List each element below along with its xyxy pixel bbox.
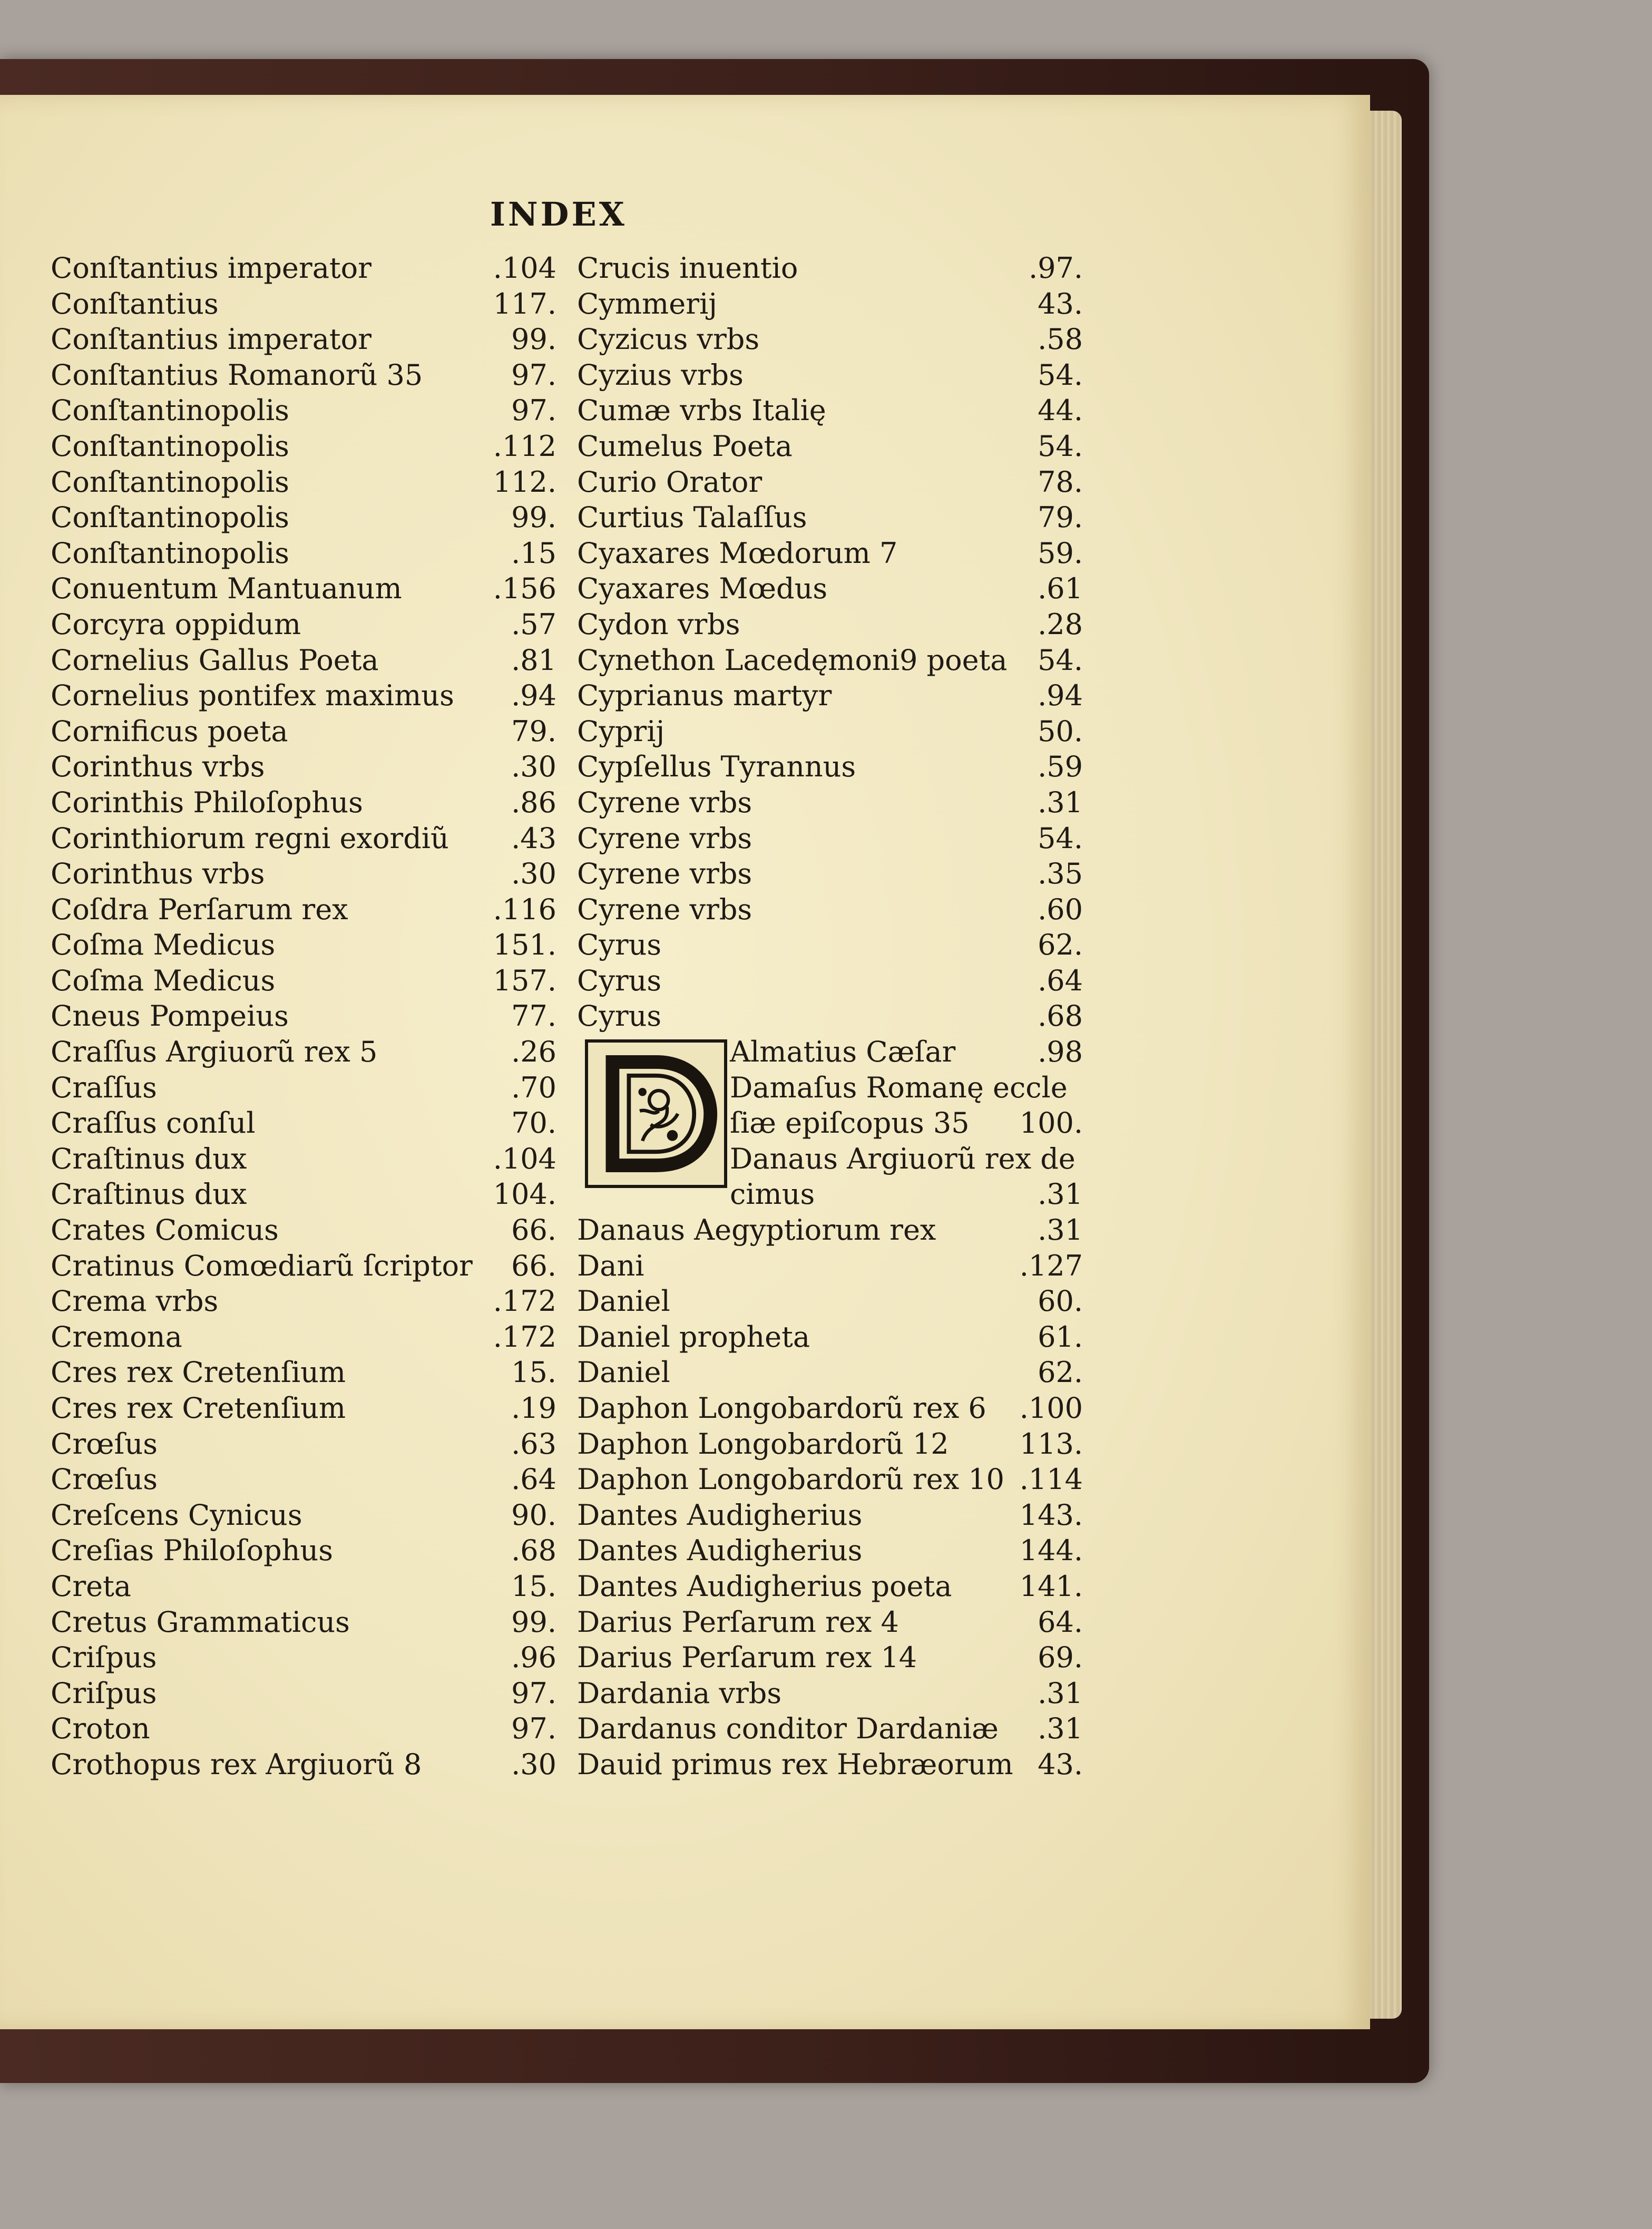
index-entry-term: Cyrene vrbs — [577, 857, 752, 891]
index-entry — [51, 1212, 556, 1248]
index-entry — [51, 1604, 556, 1640]
index-entry — [51, 1711, 556, 1747]
index-entry — [51, 1569, 556, 1604]
index-entry-term: Creta — [51, 1569, 131, 1603]
index-entry — [577, 607, 1083, 643]
index-entry — [51, 464, 556, 500]
index-entry-page: 113. — [1019, 1427, 1083, 1461]
index-entry-page: 151. — [493, 928, 556, 962]
index-entry-term: Dauid primus rex Hebræorum — [577, 1747, 1013, 1781]
index-entry — [51, 1676, 556, 1711]
index-entry-page: 59. — [1038, 536, 1083, 570]
index-entry-term: Criſpus — [51, 1641, 157, 1675]
initial-block-line — [730, 1034, 1083, 1070]
index-entry — [577, 1640, 1083, 1676]
index-entry-page: 99. — [511, 501, 556, 534]
index-entry — [51, 357, 556, 393]
index-entry — [51, 429, 556, 464]
index-entry-term: Crucis inuentio — [577, 251, 798, 285]
index-entry-page: 15. — [511, 1569, 556, 1603]
index-entry — [51, 1497, 556, 1533]
index-entry-term: Conſtantinopolis — [51, 465, 289, 499]
index-entry-page: .116 — [493, 892, 556, 926]
index-entry-page: 141. — [1019, 1570, 1083, 1603]
index-entry — [577, 322, 1083, 357]
index-entry-term: Coſdra Perſarum rex — [51, 892, 348, 926]
index-entry-page: 44. — [1038, 394, 1083, 427]
index-entry-term: Cyzicus vrbs — [577, 323, 760, 356]
index-entry-page: .58 — [1038, 323, 1083, 356]
index-entry-term: Conſtantius imperator — [51, 323, 372, 356]
index-entry — [51, 927, 556, 963]
index-entry — [577, 286, 1083, 322]
index-entry-page: 66. — [511, 1249, 556, 1282]
index-entry — [51, 250, 556, 286]
index-entry-term: Cyprij — [577, 714, 665, 748]
index-entry-page: .100 — [1019, 1391, 1083, 1425]
index-entry — [51, 536, 556, 571]
initial-block-line — [730, 1176, 1083, 1212]
index-entry-term: Corinthus vrbs — [51, 750, 265, 784]
index-entry — [577, 1676, 1083, 1711]
index-entry — [51, 1747, 556, 1783]
index-entry — [51, 1319, 556, 1355]
index-entry-page: .127 — [1019, 1249, 1083, 1282]
index-entry — [577, 1355, 1083, 1390]
index-entry-page: 157. — [493, 963, 556, 997]
index-entry-page: 112. — [493, 465, 556, 499]
index-entry-term: Conſtantius imperator — [51, 251, 372, 285]
initial-block — [577, 1034, 1083, 1212]
index-entry-page: .15 — [511, 536, 556, 570]
index-entry-page: 54. — [1038, 643, 1083, 677]
index-entry — [577, 1533, 1083, 1569]
index-entry — [577, 1390, 1083, 1426]
index-entry — [51, 892, 556, 928]
index-entry-term: Daniel propheta — [577, 1320, 810, 1354]
index-entry-page: .96 — [511, 1641, 556, 1675]
index-entry-term: Damaſus Romanę eccle — [730, 1070, 1068, 1104]
index-entry-page: .97. — [1028, 251, 1083, 285]
index-entry-term: Creſias Philoſophus — [51, 1534, 333, 1568]
index-entry — [577, 1569, 1083, 1604]
initial-block-line — [730, 1141, 1083, 1177]
index-entry-page: .81 — [511, 643, 556, 677]
index-entry-page: .35 — [1038, 857, 1083, 891]
index-entry-page: .30 — [511, 857, 556, 891]
index-entry-page: .172 — [493, 1320, 556, 1354]
index-entry-term: Cynethon Lacedęmoni9 poeta — [577, 643, 1008, 677]
index-entry — [577, 500, 1083, 536]
index-entry — [51, 500, 556, 536]
index-entry — [577, 1283, 1083, 1319]
index-entry — [577, 1747, 1083, 1783]
index-entry-page: .104 — [493, 251, 556, 285]
index-entry-page: 70. — [511, 1106, 556, 1140]
index-entry-page: .19 — [511, 1391, 556, 1425]
index-entry-term: Daphon Longobardorũ rex 10 — [577, 1463, 1005, 1496]
index-entry-page: .43 — [511, 821, 556, 855]
index-entry — [51, 607, 556, 643]
index-entry-term: Cyzius vrbs — [577, 358, 744, 392]
index-entry — [51, 1141, 556, 1177]
index-entry-term: Cydon vrbs — [577, 607, 740, 641]
index-entry — [577, 250, 1083, 286]
index-entry-term: Cres rex Cretenſium — [51, 1391, 346, 1425]
index-entry-term: Craſtinus dux — [51, 1142, 247, 1175]
index-entry-page: .172 — [493, 1284, 556, 1318]
index-entry-term: Crœſus — [51, 1463, 158, 1496]
index-entry-page: .94 — [1038, 679, 1083, 713]
index-entry-term: Craſſus — [51, 1070, 157, 1104]
index-entry-page: .63 — [511, 1427, 556, 1461]
index-entry-term: Crothopus rex Argiuorũ 8 — [51, 1747, 422, 1781]
index-entry — [51, 571, 556, 607]
index-entry-page: .31 — [1038, 1676, 1083, 1710]
index-entry-page: 79. — [1038, 501, 1083, 534]
index-entry-term: Cyrene vrbs — [577, 785, 752, 819]
index-entry — [51, 1105, 556, 1141]
index-entry-term: Corinthiorum regni exordiũ — [51, 821, 449, 855]
index-entry-term: Conuentum Mantuanum — [51, 572, 402, 606]
index-entry-term: Conſtantius Romanorũ 35 — [51, 358, 423, 392]
index-entry-page: 61. — [1038, 1320, 1083, 1354]
index-entry-term: Cymmerij — [577, 287, 718, 320]
index-entry-term: Daphon Longobardorũ rex 6 — [577, 1391, 986, 1425]
index-entry — [577, 357, 1083, 393]
index-entry — [577, 714, 1083, 750]
index-entry-page: 43. — [1038, 287, 1083, 320]
index-entry-page: 99. — [511, 1605, 556, 1639]
index-entry-term: Cyrus — [577, 999, 662, 1033]
index-entry-page: 97. — [511, 394, 556, 427]
index-entry — [577, 1248, 1083, 1284]
index-entry-term: Conſtantius — [51, 287, 219, 320]
index-entry-page: 97. — [511, 358, 556, 392]
index-entry — [577, 464, 1083, 500]
index-entry-page: 15. — [511, 1356, 556, 1389]
index-entry-term: Dardanus conditor Dardaniæ — [577, 1712, 999, 1746]
index-entry-page: .31 — [1038, 1712, 1083, 1746]
index-entry — [577, 749, 1083, 785]
index-entry — [577, 429, 1083, 464]
decorated-initial-d-icon — [588, 1043, 724, 1185]
index-entry-page: .94 — [511, 679, 556, 713]
index-entry-term: Dantes Audigherius poeta — [577, 1570, 952, 1603]
index-entry-page: 97. — [511, 1676, 556, 1710]
index-entry-term: Conſtantinopolis — [51, 536, 289, 570]
index-entry — [51, 1176, 556, 1212]
initial-block-line — [730, 1105, 1083, 1141]
index-entry-page: .30 — [511, 750, 556, 784]
index-entry-term: Corcyra oppidum — [51, 607, 301, 641]
index-entry-term: Dantes Audigherius — [577, 1534, 863, 1568]
index-entry — [577, 785, 1083, 821]
index-entry-term: Dardania vrbs — [577, 1676, 782, 1710]
index-entry-term: Coſma Medicus — [51, 963, 276, 997]
index-entry — [577, 963, 1083, 999]
index-entry-page: .64 — [1038, 963, 1083, 997]
index-entry-term: ſiæ epiſcopus 35 — [730, 1106, 970, 1140]
index-entry — [51, 1462, 556, 1497]
index-entry-page: 97. — [511, 1712, 556, 1746]
index-entry — [577, 1462, 1083, 1497]
index-entry-page: .61 — [1038, 572, 1083, 606]
right-column-bottom-entries — [577, 1212, 1083, 1783]
index-entry-page: 99. — [511, 323, 556, 356]
index-entry — [51, 785, 556, 821]
index-entry-term: Cyaxares Mœdorum 7 — [577, 536, 898, 570]
index-entry — [51, 1034, 556, 1070]
index-entry-term: Crates Comicus — [51, 1213, 279, 1247]
index-entry-term: Daniel — [577, 1284, 670, 1318]
index-entry — [577, 1604, 1083, 1640]
index-entry-page: 143. — [1019, 1498, 1083, 1532]
index-entry-term: Cornificus poeta — [51, 714, 288, 748]
index-entry — [51, 856, 556, 892]
index-entry-term: Cornelius Gallus Poeta — [51, 643, 379, 677]
index-entry-term: Cyrus — [577, 963, 662, 997]
index-entry-term: Craſtinus dux — [51, 1177, 247, 1211]
decorated-initial — [585, 1039, 727, 1188]
index-entry-page: 50. — [1038, 714, 1083, 748]
index-entry-page: 54. — [1038, 358, 1083, 392]
index-entry — [577, 1497, 1083, 1533]
index-entry-term: Cyaxares Mœdus — [577, 572, 828, 606]
index-entry-page: .31 — [1038, 1177, 1083, 1211]
index-entry-page: 54. — [1038, 429, 1083, 463]
index-entry-term: Crema vrbs — [51, 1284, 219, 1318]
index-entry-page: 54. — [1038, 821, 1083, 855]
index-entry-page: .26 — [511, 1035, 556, 1069]
index-entry-page: .57 — [511, 607, 556, 641]
index-entry — [577, 927, 1083, 963]
index-entry-page: .86 — [511, 785, 556, 819]
index-entry-page: 117. — [493, 287, 556, 320]
index-entry-term: Cratinus Comœdiarũ ſcriptor — [51, 1249, 473, 1282]
index-entry — [51, 1533, 556, 1569]
index-entry-page: .112 — [493, 429, 556, 463]
index-entry-term: Conſtantinopolis — [51, 394, 289, 427]
index-entry-page: .70 — [511, 1070, 556, 1104]
index-entry-term: Conſtantinopolis — [51, 429, 289, 463]
index-entry-term: Cremona — [51, 1320, 182, 1354]
index-entry-page: .59 — [1038, 750, 1083, 784]
index-entry-page: .68 — [511, 1534, 556, 1568]
index-entry — [51, 1248, 556, 1284]
index-entry — [577, 393, 1083, 429]
index-column-right — [577, 250, 1083, 1783]
index-entry-term: Dani — [577, 1249, 644, 1282]
index-entry-term: Cyrene vrbs — [577, 892, 752, 926]
index-entry-term: Cyrene vrbs — [577, 821, 752, 855]
index-entry — [51, 1283, 556, 1319]
index-entry — [577, 892, 1083, 928]
index-entry-term: Coſma Medicus — [51, 928, 276, 962]
index-entry — [51, 1426, 556, 1462]
index-entry-page: 66. — [511, 1213, 556, 1247]
index-entry-term: Danaus Argiuorũ rex de — [730, 1142, 1076, 1175]
index-entry-page: 79. — [511, 714, 556, 748]
index-entry — [51, 821, 556, 856]
index-entry-term: Daphon Longobardorũ 12 — [577, 1427, 949, 1461]
index-entry — [577, 1426, 1083, 1462]
index-entry — [51, 643, 556, 678]
index-entry-term: Cyprianus martyr — [577, 679, 832, 713]
index-entry-term: Cornelius pontifex maximus — [51, 679, 454, 713]
index-entry-term: Curio Orator — [577, 465, 763, 499]
index-entry-page: 69. — [1038, 1641, 1083, 1675]
index-entry-page: .104 — [493, 1142, 556, 1175]
index-entry — [577, 1711, 1083, 1747]
index-column-left — [51, 250, 556, 1783]
index-entry-term: Darius Perſarum rex 4 — [577, 1605, 899, 1639]
index-entry — [577, 998, 1083, 1034]
index-entry-term: Creſcens Cynicus — [51, 1498, 302, 1532]
index-entry — [51, 749, 556, 785]
index-entry-page: .98 — [1038, 1035, 1083, 1069]
index-entry — [51, 1390, 556, 1426]
index-entry — [577, 678, 1083, 714]
index-entry-page: .60 — [1038, 892, 1083, 926]
index-entry-page: .114 — [1019, 1463, 1083, 1496]
index-entry-term: Cres rex Cretenſium — [51, 1356, 346, 1389]
index-entry — [51, 963, 556, 999]
index-entry-page: .156 — [493, 572, 556, 606]
index-entry-term: Criſpus — [51, 1676, 157, 1710]
index-entry-page: 100. — [1019, 1106, 1083, 1140]
index-entry-page: 90. — [511, 1498, 556, 1532]
index-entry-term: Corinthis Philoſophus — [51, 785, 363, 819]
index-entry-page: 104. — [493, 1177, 556, 1211]
index-entry-term: Cumelus Poeta — [577, 429, 793, 463]
index-entry-term: Cneus Pompeius — [51, 999, 289, 1033]
index-entry-term: Conſtantinopolis — [51, 501, 289, 534]
index-entry — [51, 1640, 556, 1676]
index-entry — [577, 643, 1083, 678]
index-entry-page: 144. — [1019, 1534, 1083, 1568]
index-entry-page: .64 — [511, 1463, 556, 1496]
index-entry-term: Dantes Audigherius — [577, 1498, 863, 1532]
index-entry-page: 64. — [1038, 1605, 1083, 1639]
index-entry — [51, 1070, 556, 1106]
index-entry-page: .28 — [1038, 607, 1083, 641]
index-entry-page: .30 — [511, 1747, 556, 1781]
initial-block-line — [730, 1070, 1083, 1106]
right-column-top-entries — [577, 250, 1083, 1034]
index-entry-term: Cypſellus Tyrannus — [577, 750, 856, 784]
index-entry-term: Cumæ vrbs Italię — [577, 394, 826, 427]
index-entry — [51, 1355, 556, 1390]
index-entry — [577, 571, 1083, 607]
index-entry-page: .31 — [1038, 785, 1083, 819]
index-entry-page: .31 — [1038, 1213, 1083, 1247]
index-entry-term: Craſſus conſul — [51, 1106, 256, 1140]
index-entry — [51, 393, 556, 429]
index-entry — [577, 856, 1083, 892]
index-entry-page: 43. — [1038, 1747, 1083, 1781]
index-entry-term: Daniel — [577, 1356, 670, 1389]
index-entry-term: Darius Perſarum rex 14 — [577, 1641, 917, 1675]
index-entry — [51, 714, 556, 750]
index-entry — [51, 322, 556, 357]
page-header: INDEX — [490, 195, 627, 233]
index-entry-page: 78. — [1038, 465, 1083, 499]
index-entry — [577, 821, 1083, 856]
index-entry-term: Cretus Grammaticus — [51, 1605, 350, 1639]
index-entry-page: 62. — [1038, 1356, 1083, 1389]
index-entry — [51, 998, 556, 1034]
index-entry — [577, 1212, 1083, 1248]
index-entry-page: 77. — [511, 999, 556, 1033]
index-entry-term: Croton — [51, 1712, 150, 1746]
index-entry-term: Crœſus — [51, 1427, 158, 1461]
index-entry-term: cimus — [730, 1177, 815, 1211]
index-entry-term: Cyrus — [577, 928, 662, 962]
index-entry-page: 62. — [1038, 928, 1083, 962]
index-entry-term: Craſſus Argiuorũ rex 5 — [51, 1035, 378, 1069]
index-entry-page: 60. — [1038, 1284, 1083, 1318]
index-entry-term: Danaus Aegyptiorum rex — [577, 1213, 936, 1247]
index-entry — [577, 1319, 1083, 1355]
index-entry — [51, 286, 556, 322]
index-entry-term: Corinthus vrbs — [51, 857, 265, 891]
index-entry — [51, 678, 556, 714]
index-entry-term: Almatius Cæſar — [730, 1035, 956, 1069]
index-entry — [577, 536, 1083, 571]
index-entry-term: Curtius Talaſſus — [577, 501, 807, 534]
index-entry-page: .68 — [1038, 999, 1083, 1033]
